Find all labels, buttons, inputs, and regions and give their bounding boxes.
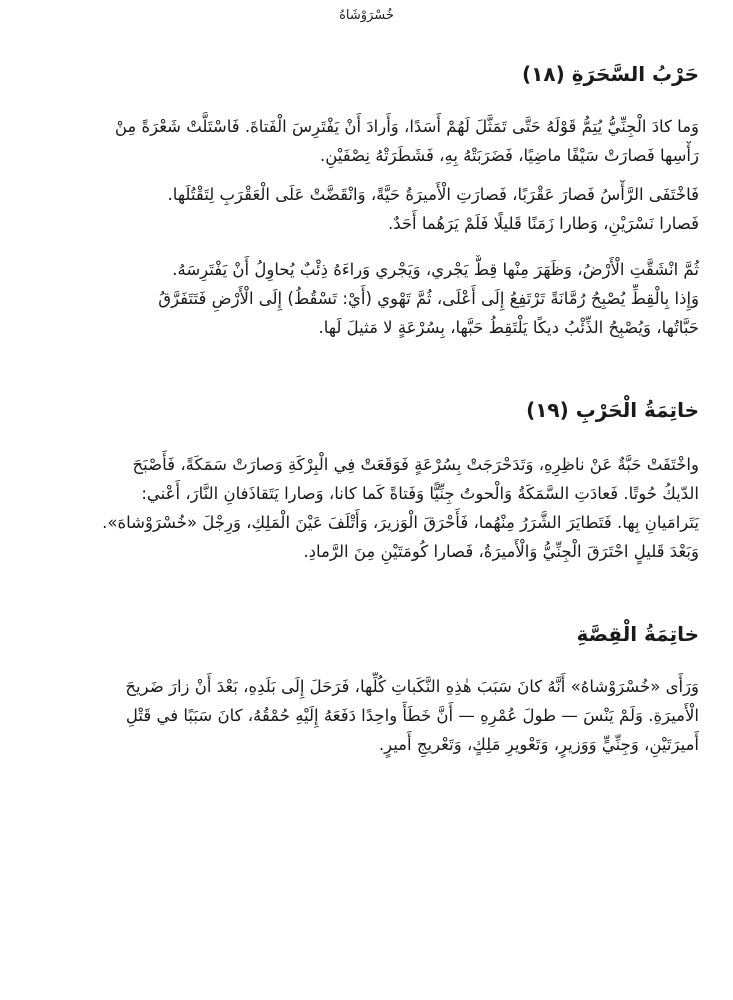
running-header: خُسْرَوْشَاهُ <box>339 8 394 23</box>
text-line: أَميرَتَيْنِ، وَجِنِّيٍّ وَوَزيرٍ، وَتَعْويرِ مَلِكٍ، وَتَعْريجِ أَميرٍ. <box>378 735 699 754</box>
section-heading-epilogue: خاتِمَةُ الْقِصَّةِ <box>576 622 699 646</box>
text-line: ثُمَّ انْشَقَّتِ الْأَرْضُ، وَظَهَرَ مِنْها قِطٌّ يَجْري، وَيَجْري وَراءَهُ ذِئْبٌ يُحاوِلُ أَنْ يَفْتَرِسَهُ. <box>172 260 699 279</box>
paragraph <box>30 255 699 342</box>
text-line: رَأْسِها فَصارَتْ سَيْفًا ماضِيًا، فَضَرَبَتْهُ بِهِ، فَشَطَرَتْهُ نِصْفَيْنِ. <box>319 146 699 165</box>
section-heading-19: (١٩) خاتِمَةُ الْحَرْبِ <box>526 398 699 422</box>
text-line: وَرَأَى «خُسْرَوْشاهُ» أَنَّهُ كانَ سَبَبَ هٰذِهِ النَّكَباتِ كُلِّها، فَرَحَلَ إِلَى بَلَدِهِ، بَعْدَ أَنْ زارَ ضَريحَ <box>125 677 699 696</box>
text-line: فَاخْتَفَى الرَّأْسُ فَصارَ عَقْرَبًا، فَصارَتِ الْأَميرَةُ حَيَّةً، وَانْقَضَّتْ عَلَى الْعَقْرَبِ لِتَقْتُلَها. <box>167 185 699 204</box>
paragraph <box>30 112 699 170</box>
section-heading-18: (١٨) حَرْبُ السَّحَرَةِ <box>522 62 699 86</box>
paragraph <box>30 180 699 238</box>
paragraph <box>30 450 699 566</box>
paragraph <box>30 672 699 759</box>
text-line: حَبَّاتُها، وَيُصْبِحُ الذِّئْبُ ديكًا يَلْتَقِطُ حَبَّها، بِسُرْعَةٍ لا مَثيلَ لَها. <box>318 318 699 337</box>
text-line: فَصارا نَسْرَيْنِ، وَطارا زَمَنًا قَليلًا فَلَمْ يَرَهُما أَحَدٌ. <box>387 214 699 233</box>
text-line: وَبَعْدَ قَليلٍ احْتَرَقَ الْجِنِّيُّ وَالْأَميرَةُ، فَصارا كُومَتَيْنِ مِنَ الرَّمادِ. <box>303 542 699 561</box>
text-line: وَإِذا بِالْقِطِّ يُصْبِحُ رُمَّانَةً تَرْتَفِعُ إِلَى أَعْلَى، ثُمَّ تَهْوي (أَيْ: تَسْقُطُ) إِلَى الْأَرْضِ فَتَتَفَرَّقُ <box>158 289 699 308</box>
text-line: وَما كادَ الْجِنِّيُّ يُتِمُّ قَوْلَهُ حَتَّى تَمَثَّلَ لَهُمْ أَسَدًا، وَأَرادَ أَنْ يَفْتَرِسَ الْفَتاةَ. فَاسْتَلَّتْ شَعْرَةً مِنْ <box>114 117 699 136</box>
text-line: الْأَميرَةِ. وَلَمْ يَنْسَ — طولَ عُمْرِهِ — أَنَّ خَطَأً واحِدًا دَفَعَهُ إِلَيْهِ حُمْقُهُ، كانَ سَبَبًا في قَتْلِ <box>125 706 699 725</box>
text-line: واخْتَفَتْ حَبَّةٌ عَنْ ناظِرِهِ، وَتَدَحْرَجَتْ بِسُرْعَةٍ فَوَقَعَتْ فِي الْبِرْكَةِ وَصارَتْ سَمَكَةً، فَأَصْبَحَ <box>132 455 699 474</box>
text-line: الدّيكُ حُوتًا. فَعادَتِ السَّمَكَةُ وَالْحوتُ جِنِّيًّا وَفَتاةً كَما كانا، وَصارا يَتَقاذَفانِ النَّارَ، أَعْني: <box>141 484 699 503</box>
text-line: يَتَرامَيانِ بِها. فَتَطايَرَ الشَّرَرُ مِنْهُما، فَأَحْرَقَ الْوَزيرَ، وَأَتْلَفَ عَيْنَ الْمَلِكِ، وَرِجْلَ «خُسْرَوْشاهَ». <box>102 513 699 532</box>
